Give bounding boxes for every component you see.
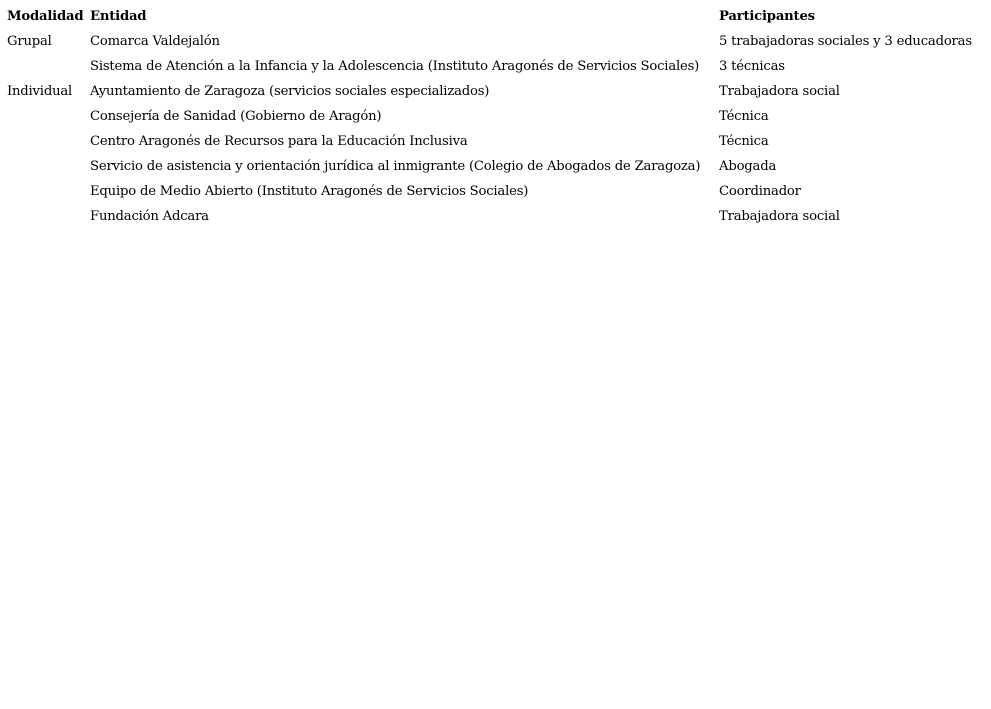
cell-participantes: Abogada — [719, 159, 777, 174]
table-body — [4, 29, 982, 229]
cell-participantes: 5 trabajadoras sociales y 3 educadoras — [719, 34, 972, 49]
cell-participantes: Trabajadora social — [719, 84, 840, 99]
table-row — [4, 104, 982, 129]
cell-entidad: Servicio de asistencia y orientación jurídica al inmigrante (Colegio de Abogados de Zaragoza) — [90, 159, 701, 174]
table-row — [4, 154, 982, 179]
cell-entidad: Consejería de Sanidad (Gobierno de Aragón) — [90, 109, 382, 124]
table-row — [4, 204, 982, 229]
cell-entidad: Centro Aragonés de Recursos para la Educación Inclusiva — [90, 134, 468, 149]
cell-modalidad — [4, 179, 87, 204]
header-participantes: Participantes — [719, 9, 815, 24]
cell-entidad: Sistema de Atención a la Infancia y la Adolescencia (Instituto Aragonés de Servicios Sociales) — [90, 59, 700, 74]
table-header — [4, 4, 982, 29]
cell-entidad: Fundación Adcara — [90, 209, 209, 224]
header-modalidad: Modalidad — [7, 9, 84, 24]
cell-participantes: Técnica — [719, 109, 769, 124]
cell-entidad: Comarca Valdejalón — [90, 34, 220, 49]
table-row — [4, 79, 982, 104]
header-entidad: Entidad — [90, 9, 147, 24]
cell-modalidad — [4, 54, 87, 79]
cell-participantes: Trabajadora social — [719, 209, 840, 224]
cell-modalidad: Individual — [7, 84, 73, 99]
cell-modalidad — [4, 129, 87, 154]
table-row — [4, 129, 982, 154]
cell-entidad: Equipo de Medio Abierto (Instituto Aragonés de Servicios Sociales) — [90, 184, 529, 199]
table-row — [4, 179, 982, 204]
cell-participantes: 3 técnicas — [719, 59, 785, 74]
table-row — [4, 54, 982, 79]
cell-participantes: Coordinador — [719, 184, 801, 199]
cell-participantes: Técnica — [719, 134, 769, 149]
cell-modalidad — [4, 154, 87, 179]
participants-table — [4, 4, 982, 229]
cell-modalidad: Grupal — [7, 34, 52, 49]
cell-entidad: Ayuntamiento de Zaragoza (servicios sociales especializados) — [90, 84, 490, 99]
cell-modalidad — [4, 204, 87, 229]
header-row — [4, 4, 982, 29]
table-row — [4, 29, 982, 54]
cell-modalidad — [4, 104, 87, 129]
